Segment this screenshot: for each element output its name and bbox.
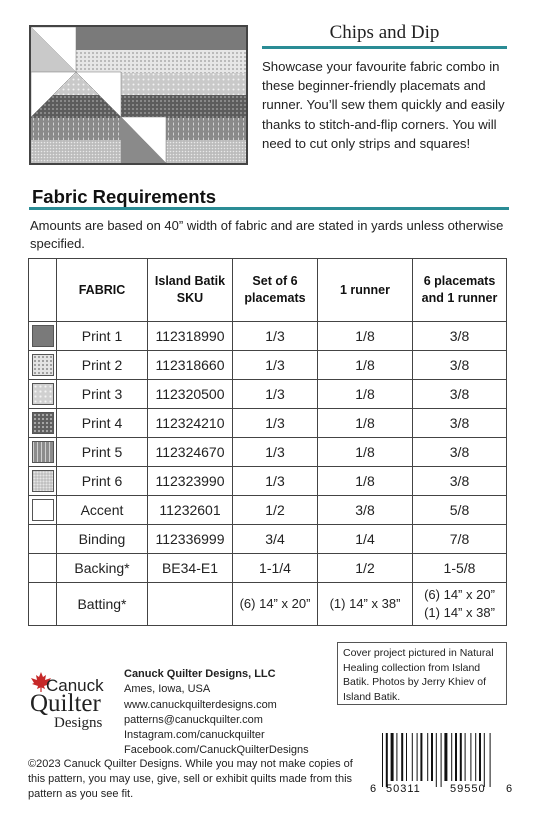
- swatch-cell: [29, 554, 57, 583]
- barcode-bar: [484, 733, 485, 787]
- swatch-cell: [29, 438, 57, 467]
- runner-cell: 1/8: [318, 409, 413, 438]
- barcode-bar: [455, 733, 457, 781]
- fabric-swatch: [32, 354, 54, 376]
- requirements-note: Amounts are based on 40” width of fabric and are stated in yards unless otherwise specified.: [30, 218, 504, 251]
- barcode-bar: [465, 733, 466, 781]
- both-column-header: 6 placemats and 1 runner: [413, 259, 507, 322]
- both-cell: 7/8: [413, 525, 507, 554]
- fabric-swatch: [32, 325, 54, 347]
- logo-text-designs: Designs: [54, 715, 103, 731]
- both-cell-line: (1) 14” x 38”: [424, 605, 495, 620]
- runner-cell: (1) 14” x 38”: [318, 583, 413, 626]
- barcode-bar: [475, 733, 476, 781]
- barcode-bar: [470, 733, 471, 781]
- sku-cell: 112324210: [148, 409, 233, 438]
- table-header-row: [29, 259, 507, 322]
- swatch-cell: [29, 467, 57, 496]
- swatch-cell: [29, 322, 57, 351]
- both-cell: 5/8: [413, 496, 507, 525]
- barcode-bar: [436, 733, 437, 787]
- sku-cell: 11232601: [148, 496, 233, 525]
- table-row: [29, 438, 507, 467]
- fabric-swatch: [32, 412, 54, 434]
- swatch-cell: [29, 583, 57, 626]
- runner-cell: 1/8: [318, 380, 413, 409]
- barcode-bar: [406, 733, 407, 781]
- sku-cell: BE34-E1: [148, 554, 233, 583]
- barcode-bar: [420, 733, 422, 781]
- fabric-cell: Print 6: [57, 467, 148, 496]
- placemats-cell: 1/3: [233, 351, 318, 380]
- both-cell: [413, 583, 507, 626]
- runner-cell: 1/8: [318, 467, 413, 496]
- both-cell: 1-5/8: [413, 554, 507, 583]
- swatch-cell: [29, 496, 57, 525]
- fabric-column-header: FABRIC: [57, 259, 148, 322]
- barcode-bar: [451, 733, 452, 781]
- fabric-swatch: [32, 383, 54, 405]
- barcode-bar: [412, 733, 413, 781]
- runner-cell: 1/8: [318, 351, 413, 380]
- barcode-bar: [444, 733, 447, 781]
- placemats-cell: 1/3: [233, 380, 318, 409]
- pattern-title: Chips and Dip: [329, 22, 440, 43]
- table-row: [29, 525, 507, 554]
- barcode-number-group2: 59550: [450, 783, 486, 795]
- company-location: Ames, Iowa, USA: [124, 683, 211, 696]
- fabric-requirements-heading: Fabric Requirements: [32, 186, 217, 207]
- barcode-bar: [391, 733, 394, 781]
- barcode-bar: [382, 733, 383, 787]
- both-cell: 3/8: [413, 322, 507, 351]
- runner-cell: 1/4: [318, 525, 413, 554]
- swatch-cell: [29, 351, 57, 380]
- both-cell: 3/8: [413, 409, 507, 438]
- barcode-bar: [396, 733, 397, 781]
- placemats-cell: 1/2: [233, 496, 318, 525]
- barcode-bar: [490, 733, 491, 787]
- fabric-cell: Batting*: [57, 583, 148, 626]
- barcode-bar: [386, 733, 388, 787]
- placemats-cell: 1/3: [233, 438, 318, 467]
- placemats-cell: (6) 14” x 20”: [233, 583, 318, 626]
- barcode-bar: [460, 733, 462, 781]
- both-cell-line: (6) 14” x 20”: [424, 587, 495, 602]
- company-name: Canuck Quilter Designs, LLC: [124, 668, 276, 680]
- table-row: [29, 467, 507, 496]
- both-cell: 3/8: [413, 351, 507, 380]
- placemats-cell: 1/3: [233, 467, 318, 496]
- fabric-cell: Print 2: [57, 351, 148, 380]
- runner-cell: 1/2: [318, 554, 413, 583]
- cover-note: Cover project pictured in Natural Healing collection from Island Batik. Photos by Jerry Khiev of Island Batik.: [337, 642, 507, 705]
- placemats-column-header: Set of 6 placemats: [233, 259, 318, 322]
- table-row: [29, 322, 507, 351]
- runner-cell: 1/8: [318, 438, 413, 467]
- table-row: [29, 583, 507, 626]
- placemats-cell: 1-1/4: [233, 554, 318, 583]
- barcode-number-right: 6: [506, 783, 513, 795]
- copyright-notice: ©2023 Canuck Quilter Designs. While you may not make copies of this pattern, you may use, give, sell or exhibit quilts made from this pattern as you see fit.: [28, 758, 353, 800]
- barcode-bar: [431, 733, 433, 781]
- pattern-intro: Showcase your favourite fabric combo in these beginner-friendly placemats and runner. You’ll sew them quickly and easily thanks to stitch-and-flip corners. You will need to cut only strips and squares!: [262, 59, 505, 151]
- table-row: [29, 409, 507, 438]
- barcode-bar: [479, 733, 481, 781]
- placemats-cell: 1/3: [233, 322, 318, 351]
- runner-column-header: 1 runner: [318, 259, 413, 322]
- runner-cell: 3/8: [318, 496, 413, 525]
- barcode-bar: [401, 733, 403, 781]
- logo-text-canuck: Canuck: [46, 676, 104, 695]
- company-instagram[interactable]: Instagram.com/canuckquilter: [124, 729, 265, 742]
- company-info: [124, 667, 309, 759]
- company-website[interactable]: www.canuckquilterdesigns.com: [124, 698, 277, 711]
- company-facebook[interactable]: Facebook.com/CanuckQuilterDesigns: [124, 744, 309, 757]
- table-row: [29, 380, 507, 409]
- placemats-cell: 3/4: [233, 525, 318, 554]
- fabric-cell: Binding: [57, 525, 148, 554]
- fabric-cell: Print 4: [57, 409, 148, 438]
- fabric-requirements-table: [28, 258, 507, 626]
- runner-cell: 1/8: [318, 322, 413, 351]
- fabric-swatch: [32, 470, 54, 492]
- both-cell: 3/8: [413, 438, 507, 467]
- barcode-number-group1: 50311: [386, 783, 421, 795]
- swatch-column-header: [29, 259, 57, 322]
- sku-cell: 112320500: [148, 380, 233, 409]
- fabric-cell: Backing*: [57, 554, 148, 583]
- sku-cell: 112323990: [148, 467, 233, 496]
- sku-cell: [148, 583, 233, 626]
- both-cell: 3/8: [413, 380, 507, 409]
- fabric-cell: Print 1: [57, 322, 148, 351]
- fabric-cell: Print 5: [57, 438, 148, 467]
- sku-cell: 112336999: [148, 525, 233, 554]
- placemats-cell: 1/3: [233, 409, 318, 438]
- sku-cell: 112318660: [148, 351, 233, 380]
- fabric-swatch: [32, 499, 54, 521]
- both-cell: 3/8: [413, 467, 507, 496]
- sku-column-header: Island Batik SKU: [148, 259, 233, 322]
- company-email[interactable]: patterns@canuckquilter.com: [124, 713, 263, 726]
- fabric-swatch: [32, 441, 54, 463]
- sku-cell: 112318990: [148, 322, 233, 351]
- fabric-cell: Print 3: [57, 380, 148, 409]
- barcode-number-left: 6: [370, 783, 377, 795]
- title-divider: [262, 46, 507, 49]
- table-row: [29, 496, 507, 525]
- table-row: [29, 554, 507, 583]
- barcode-bar: [417, 733, 418, 781]
- logo-text-quilter: Quilter: [30, 690, 101, 717]
- sku-cell: 112324670: [148, 438, 233, 467]
- table-row: [29, 351, 507, 380]
- swatch-cell: [29, 409, 57, 438]
- placemat-illustration: [29, 25, 248, 165]
- swatch-cell: [29, 525, 57, 554]
- fabric-cell: Accent: [57, 496, 148, 525]
- swatch-cell: [29, 380, 57, 409]
- section-divider: [29, 207, 509, 210]
- barcode-bar: [441, 733, 442, 787]
- barcode-bar: [427, 733, 428, 781]
